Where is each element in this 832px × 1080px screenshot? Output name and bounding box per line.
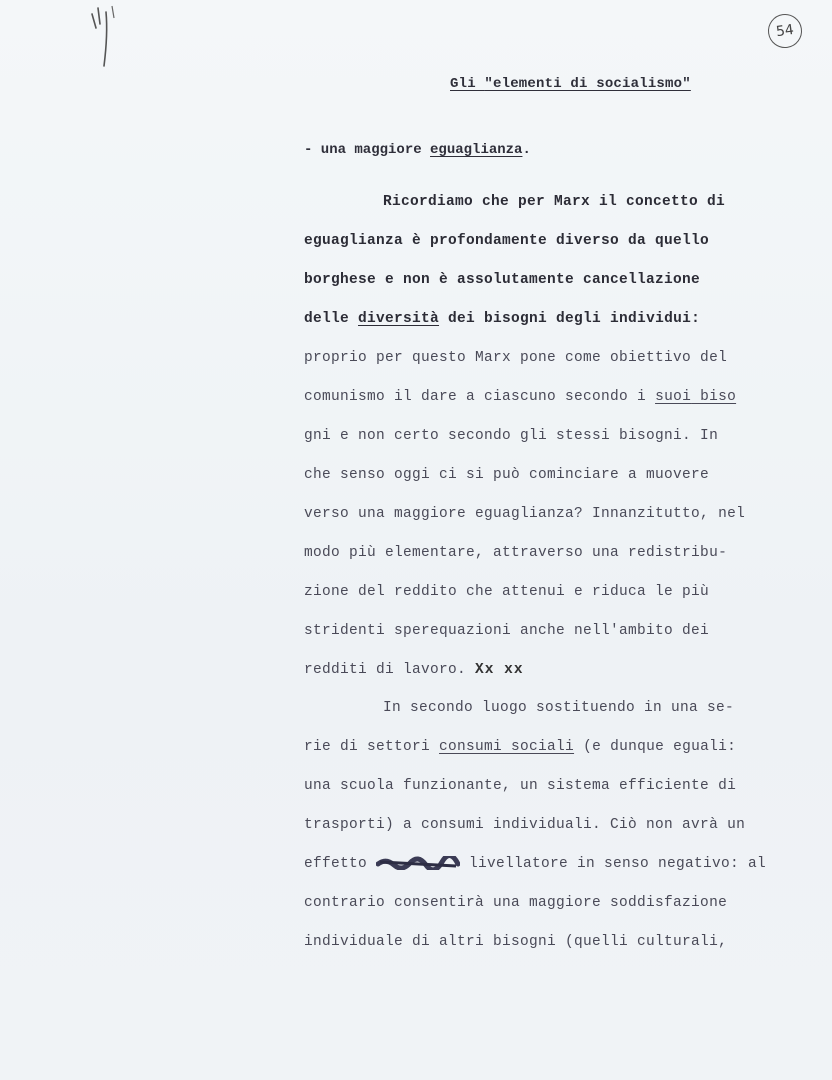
text-line: stridenti sperequazioni anche nell'ambito dei bbox=[304, 623, 710, 639]
scribbled-out-word bbox=[376, 856, 460, 870]
page-title: Gli "elementi di socialismo" bbox=[450, 76, 691, 92]
text-line: verso una maggiore eguaglianza? Innanzitutto, nel bbox=[304, 506, 746, 522]
text-line: che senso oggi ci si può cominciare a muovere bbox=[304, 467, 710, 483]
struck-text: Xx xx bbox=[475, 662, 524, 678]
bleed-through-text: ⠀ bbox=[170, 600, 212, 656]
text-line: gni e non certo secondo gli stessi bisogni. In bbox=[304, 428, 719, 444]
text-line: proprio per questo Marx pone come obiettivo del bbox=[304, 350, 728, 366]
text-line: individuale di altri bisogni (quelli culturali, bbox=[304, 934, 728, 950]
text-line: In secondo luogo sostituendo in una se- bbox=[383, 700, 735, 716]
text-line: delle diversità dei bisogni degli individui: bbox=[304, 311, 701, 327]
text-line: rie di settori consumi sociali (e dunque eguali: bbox=[304, 739, 737, 755]
text-line: modo più elementare, attraverso una redistribu- bbox=[304, 545, 728, 561]
text-line: contrario consentirà una maggiore soddisfazione bbox=[304, 895, 728, 911]
text-line: borghese e non è assolutamente cancellazione bbox=[304, 272, 701, 288]
text-line: una scuola funzionante, un sistema efficiente di bbox=[304, 778, 737, 794]
text-line: effetto livellatore in senso negativo: al bbox=[304, 856, 767, 872]
pen-mark-icon bbox=[84, 4, 124, 70]
section-heading: - una maggiore eguaglianza. bbox=[304, 142, 531, 158]
text-line: zione del reddito che attenui e riduca le più bbox=[304, 584, 710, 600]
text-line: comunismo il dare a ciascuno secondo i suoi biso bbox=[304, 389, 737, 405]
page-number: 54 bbox=[766, 12, 804, 50]
text-line: redditi di lavoro. Xx xx bbox=[304, 662, 524, 678]
text-line: Ricordiamo che per Marx il concetto di bbox=[383, 194, 726, 210]
text-line: eguaglianza è profondamente diverso da quello bbox=[304, 233, 710, 249]
text-line: trasporti) a consumi individuali. Ciò non avrà un bbox=[304, 817, 746, 833]
